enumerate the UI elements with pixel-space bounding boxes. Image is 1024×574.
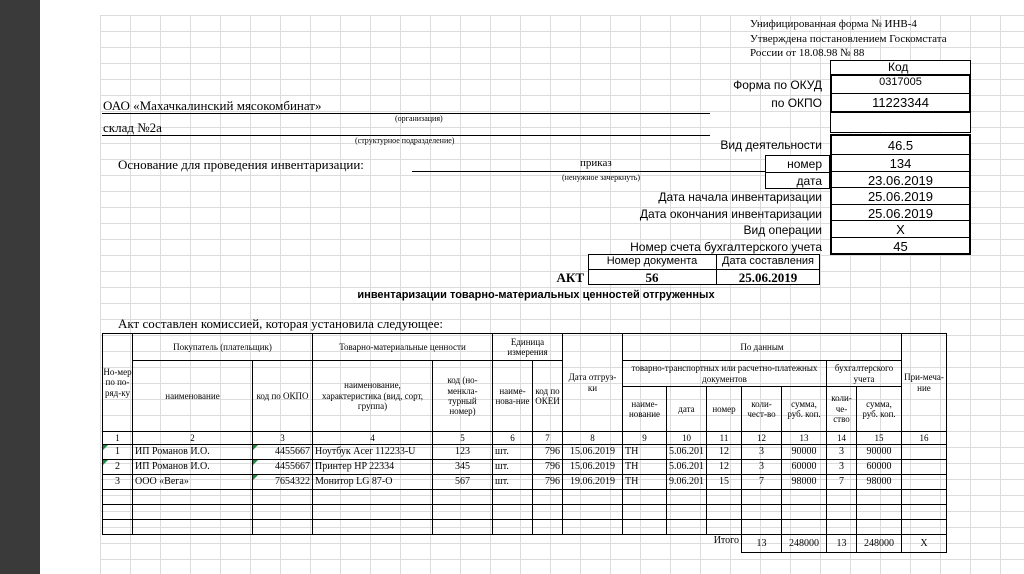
column-number: 5 [433,432,493,445]
total-acc-sum: 248000 [857,535,902,553]
column-number: 8 [563,432,623,445]
cell-buyer-name: ООО «Вега» [133,475,253,490]
cell-acc-sum: 98000 [857,475,902,490]
total-row [103,535,947,553]
column-numbers-row [103,432,947,445]
act-date-value: 25.06.2019 [738,270,798,285]
cell-sum: 90000 [782,445,827,460]
cell-unit-okei: 796 [533,445,563,460]
cell-doc-number: 12 [707,445,742,460]
th-unit: Единица измерения [493,334,563,361]
cell-buyer-name: ИП Романов И.О. [133,460,253,475]
column-number: 14 [827,432,857,445]
cell-ship-date: 15.06.2019 [563,445,623,460]
column-number: 11 [707,432,742,445]
th-number: Но-мер по по-ряд-ку [103,334,133,432]
th-acc-qty: коли-че-ство [827,387,857,432]
table-row [103,475,947,490]
column-number: 4 [313,432,433,445]
th-unit-name: наиме-нова-ние [493,361,533,432]
division-caption: (структурное подразделение) [355,136,455,145]
cell-sum: 98000 [782,475,827,490]
total-label: Итого [713,535,739,546]
th-doc-number: номер [707,387,742,432]
th-qty: коли-чест-во [742,387,782,432]
cell-buyer-okpo: 4455667 [253,445,313,460]
okpo-value: 11223344 [872,95,929,110]
organization-caption: (организация) [395,114,443,123]
end-date-value: 25.06.2019 [867,206,934,221]
cell-ship-date: 19.06.2019 [563,475,623,490]
date-label: дата [796,174,822,188]
left-panel [0,0,40,574]
okud-value: 0317005 [879,76,922,88]
cell-acc-qty: 3 [827,445,857,460]
cell-ship-date: 15.06.2019 [563,460,623,475]
cell-note [902,460,947,475]
account-value: 45 [893,239,908,254]
th-buyer: Покупатель (плательщик) [133,334,313,361]
table-row-empty [103,505,947,520]
column-number: 16 [902,432,947,445]
th-acc-sum: сумма, руб. коп. [857,387,902,432]
cell-goods-code: 123 [433,445,493,460]
cell-acc-qty: 3 [827,460,857,475]
cell-unit-name: шт. [493,475,533,490]
cell-doc-name: ТН [623,475,667,490]
column-number: 9 [623,432,667,445]
total-note: X [902,535,947,553]
cell-goods-code: 567 [433,475,493,490]
inventory-table [102,333,947,553]
cell-doc-number: 12 [707,460,742,475]
operation-label: Вид операции [743,223,822,237]
table-row-empty [103,520,947,535]
doc-date-label: Дата составления [722,255,814,267]
form-header-line2: Утверждена постановлением Госкомстата [750,33,947,45]
commission-text: Акт составлен комиссией, которая установила следующее: [118,316,443,331]
cell-acc-qty: 7 [827,475,857,490]
total-sum: 248000 [782,535,827,553]
cell-doc-date: 9.06.201 [667,475,707,490]
column-number: 15 [857,432,902,445]
column-number: 3 [253,432,313,445]
cell-buyer-okpo: 7654322 [253,475,313,490]
number-label: номер [787,157,822,171]
column-number: 13 [782,432,827,445]
number-value: 134 [889,156,912,171]
cell-unit-okei: 796 [533,460,563,475]
cell-qty: 3 [742,460,782,475]
column-number: 2 [133,432,253,445]
table-row-empty [103,490,947,505]
th-buyer-name: наименование [133,361,253,432]
cell-number: 3 [103,475,133,490]
cell-unit-name: шт. [493,445,533,460]
column-number: 1 [103,432,133,445]
column-number: 7 [533,432,563,445]
th-note: При-меча-ние [902,334,947,432]
th-by-data: По данным [623,334,902,361]
th-goods-name: наименование, характеристика (вид, сорт, группа) [313,361,433,432]
th-sum: сумма, руб. коп. [782,387,827,432]
cell-doc-date: 5.06.201 [667,460,707,475]
cell-acc-sum: 90000 [857,445,902,460]
th-ship-date: Дата отгруз-ки [563,334,623,432]
act-number-value: 56 [645,270,659,285]
column-number: 6 [493,432,533,445]
th-doc-name: наиме-нование [623,387,667,432]
cell-unit-name: шт. [493,460,533,475]
total-acc-qty: 13 [827,535,857,553]
form-header-line3: России от 18.08.98 № 88 [750,47,865,59]
cell-doc-name: ТН [623,445,667,460]
th-buyer-okpo: код по ОКПО [253,361,313,432]
column-number: 12 [742,432,782,445]
th-goods-code: код (но-менкла-турный номер) [433,361,493,432]
th-unit-okei: код по ОКЕИ [533,361,563,432]
cell-buyer-okpo: 4455667 [253,460,313,475]
cell-goods-name: Монитор LG 87-O [313,475,433,490]
start-date-label: Дата начала инвентаризации [658,190,822,204]
form-header-line1: Унифицированная форма № ИНВ-4 [750,18,917,30]
table-row [103,460,947,475]
operation-value: X [896,222,905,237]
th-accounting: бухгалтерского учета [827,361,902,387]
basis-caption: (ненужное зачеркнуть) [562,173,641,182]
th-transport-docs: товарно-транспортных или расчетно-платежных документов [623,361,827,387]
cell-qty: 7 [742,475,782,490]
organization-name: ОАО «Махачкалинский мясокомбинат» [103,98,322,113]
cell-goods-code: 345 [433,460,493,475]
activity-value: 46.5 [887,138,914,153]
cell-acc-sum: 60000 [857,460,902,475]
total-qty: 13 [742,535,782,553]
activity-label: Вид деятельности [720,138,822,152]
okud-label: Форма по ОКУД [733,78,822,92]
empty-code-cell [830,113,971,133]
cell-doc-date: 5.06.201 [667,445,707,460]
cell-goods-name: Ноутбук Acer 112233-U [313,445,433,460]
act-title: инвентаризации товарно-материальных ценностей отгруженных [357,289,715,301]
table-row [103,445,947,460]
column-number: 10 [667,432,707,445]
cell-buyer-name: ИП Романов И.О. [133,445,253,460]
division-name: склад №2а [103,120,162,135]
cell-note [902,445,947,460]
okpo-label: по ОКПО [771,96,822,110]
basis-value: приказ [580,157,612,169]
act-label: АКТ [556,270,584,285]
th-goods: Товарно-материальные ценности [313,334,493,361]
doc-number-label: Номер документа [606,255,698,267]
start-date-value: 25.06.2019 [867,189,934,204]
cell-sum: 60000 [782,460,827,475]
cell-doc-name: ТН [623,460,667,475]
cell-unit-okei: 796 [533,475,563,490]
cell-doc-number: 15 [707,475,742,490]
cell-goods-name: Принтер HP 22334 [313,460,433,475]
kod-label: Код [888,60,909,74]
cell-number: 1 [103,445,133,460]
cell-number: 2 [103,460,133,475]
date-value: 23.06.2019 [867,173,934,188]
account-label: Номер счета бухгалтерского учета [630,240,822,254]
cell-note [902,475,947,490]
end-date-label: Дата окончания инвентаризации [639,207,822,221]
basis-label: Основание для проведения инвентаризации: [118,157,364,172]
cell-qty: 3 [742,445,782,460]
th-doc-date: дата [667,387,707,432]
